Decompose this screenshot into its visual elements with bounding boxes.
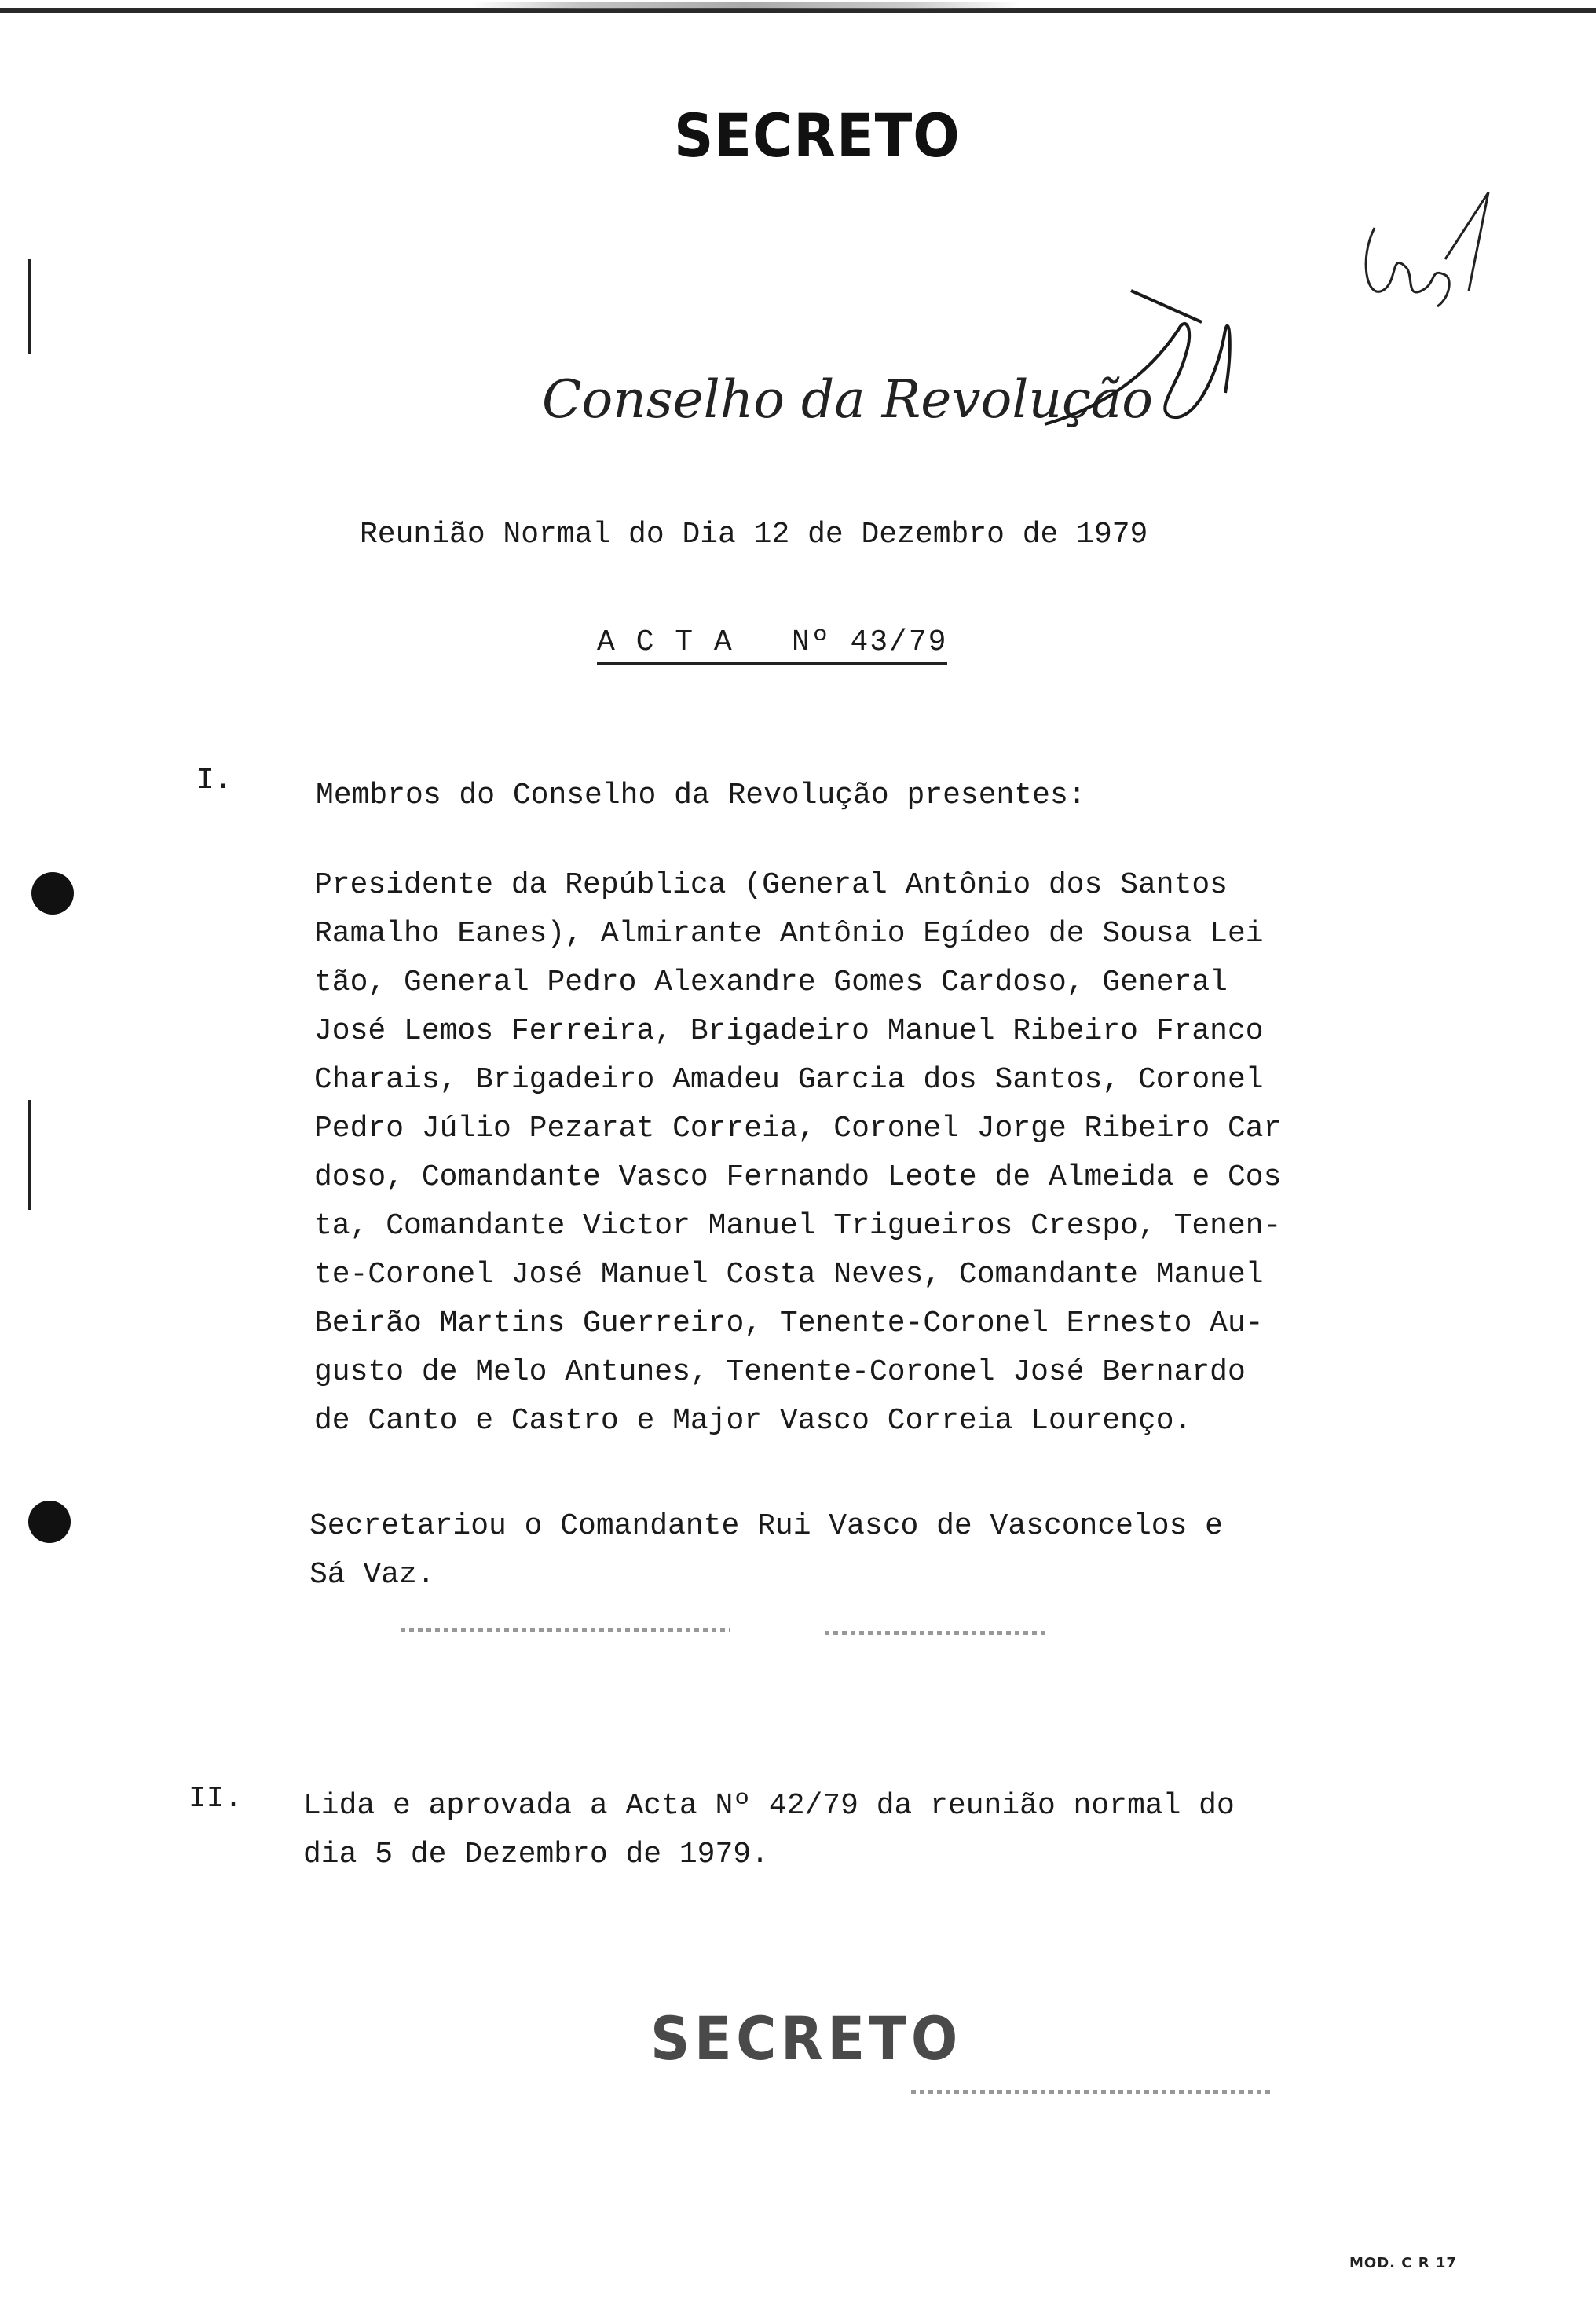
secretary-line: Sá Vaz. <box>309 1558 435 1592</box>
secretary-paragraph <box>309 1502 1223 1600</box>
members-line: te-Coronel José Manuel Costa Neves, Comandante Manuel <box>314 1258 1264 1292</box>
binder-mark <box>28 1100 31 1210</box>
classification-stamp-bottom: SECRETO <box>650 2003 962 2073</box>
approval-paragraph <box>303 1782 1235 1879</box>
members-line: Pedro Júlio Pezarat Correia, Coronel Jorge Ribeiro Car <box>314 1112 1282 1146</box>
section-number: I. <box>196 764 232 797</box>
members-line: Charais, Brigadeiro Amadeu Garcia dos Santos, Coronel <box>314 1063 1264 1097</box>
council-letterhead: Conselho da Revolução <box>542 369 1154 430</box>
members-line: Beirão Martins Guerreiro, Tenente-Coronel Ernesto Au- <box>314 1307 1264 1340</box>
members-line: José Lemos Ferreira, Brigadeiro Manuel Ribeiro Franco <box>314 1014 1264 1048</box>
members-list <box>314 861 1281 1446</box>
approval-line: dia 5 de Dezembro de 1979. <box>303 1838 769 1871</box>
meeting-title: Reunião Normal do Dia 12 de Dezembro de 1979 <box>360 518 1148 552</box>
form-code: MOD. C R 17 <box>1349 2255 1457 2271</box>
members-line: de Canto e Castro e Major Vasco Correia Lourenço. <box>314 1404 1192 1438</box>
secretary-line: Secretariou o Comandante Rui Vasco de Vasconcelos e <box>309 1509 1223 1543</box>
members-line: Presidente da República (General Antônio dos Santos <box>314 868 1228 902</box>
binder-mark <box>28 259 31 354</box>
members-line: ta, Comandante Victor Manuel Trigueiros Crespo, Tenen- <box>314 1209 1282 1243</box>
signature-flourish <box>1037 283 1272 440</box>
members-line: tão, General Pedro Alexandre Gomes Cardoso, General <box>314 966 1228 999</box>
punch-hole <box>31 872 74 915</box>
ink-smudge <box>911 2090 1272 2094</box>
members-line: Ramalho Eanes), Almirante Antônio Egídeo de Sousa Lei <box>314 917 1264 951</box>
ink-smudge <box>825 1631 1045 1635</box>
handwritten-initials <box>1351 181 1492 338</box>
section-number: II. <box>189 1782 243 1816</box>
members-line: gusto de Melo Antunes, Tenente-Coronel José Bernardo <box>314 1355 1246 1389</box>
acta-number: A C T A Nº 43/79 <box>597 625 947 665</box>
classification-stamp-top: SECRETO <box>674 101 961 170</box>
approval-line: Lida e aprovada a Acta Nº 42/79 da reunião normal do <box>303 1789 1235 1823</box>
ink-smudge <box>401 1628 730 1632</box>
members-line: doso, Comandante Vasco Fernando Leote de Almeida e Cos <box>314 1160 1282 1194</box>
punch-hole <box>28 1501 71 1543</box>
section-heading: Membros do Conselho da Revolução presentes: <box>316 779 1086 812</box>
scan-edge-smudge <box>471 2 1021 9</box>
